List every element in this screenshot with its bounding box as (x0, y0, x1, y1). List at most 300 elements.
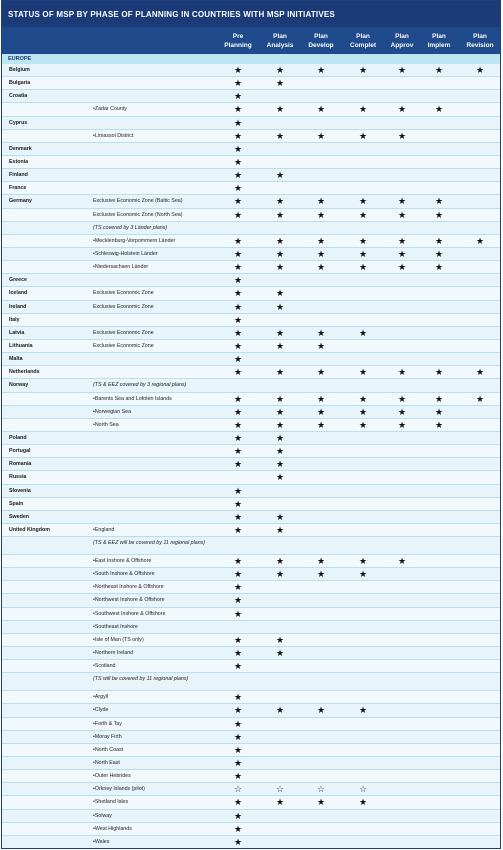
filled-star-icon: ★ (233, 406, 243, 417)
table-row (2, 524, 500, 537)
region-name: •Schleswig-Holstein Länder (93, 250, 158, 257)
column-header-6 (460, 32, 500, 50)
table-row (2, 691, 500, 704)
table-row (2, 718, 500, 731)
filled-star-icon: ★ (316, 340, 326, 351)
filled-star-icon: ★ (275, 235, 285, 246)
table-row (2, 783, 500, 796)
filled-star-icon: ★ (275, 634, 285, 645)
column-header-line1: Plan (273, 33, 287, 40)
column-header-line1: Plan (473, 33, 487, 40)
table-row (2, 222, 500, 235)
region-name: •Niedersachsen Länder (93, 264, 149, 271)
filled-star-icon: ★ (275, 432, 285, 443)
filled-star-icon: ★ (233, 718, 243, 729)
table-row (2, 77, 500, 90)
region-name: Exclusive Economic Zone (93, 303, 154, 310)
filled-star-icon: ★ (275, 130, 285, 141)
table-row (2, 143, 500, 156)
filled-star-icon: ★ (233, 744, 243, 755)
region-note: (TS & EEZ will be covered by 11 regional plans) (93, 540, 206, 547)
table-row (2, 287, 500, 300)
filled-star-icon: ★ (233, 823, 243, 834)
column-header-line2: Complet (350, 42, 376, 49)
filled-star-icon: ★ (275, 288, 285, 299)
table-row (2, 432, 500, 445)
table-row (2, 537, 500, 555)
region-note: (TS & EEZ covered by 3 regional plans) (93, 382, 187, 389)
filled-star-icon: ★ (475, 235, 485, 246)
table-row (2, 581, 500, 594)
outline-star-icon: ☆ (275, 784, 285, 795)
filled-star-icon: ★ (316, 235, 326, 246)
filled-star-icon: ★ (316, 104, 326, 115)
country-name: Portugal (9, 448, 31, 455)
region-name: •Limassol District (93, 132, 134, 139)
filled-star-icon: ★ (358, 419, 368, 430)
filled-star-icon: ★ (397, 262, 407, 273)
filled-star-icon: ★ (397, 235, 407, 246)
filled-star-icon: ★ (233, 262, 243, 273)
table-row (2, 634, 500, 647)
table-row (2, 261, 500, 274)
region-name: •Forth & Tay (93, 720, 122, 727)
region-name: •Norwegian Sea (93, 408, 132, 415)
filled-star-icon: ★ (233, 419, 243, 430)
filled-star-icon: ★ (233, 78, 243, 89)
table-row (2, 103, 500, 116)
country-name: Malta (9, 356, 23, 363)
filled-star-icon: ★ (275, 524, 285, 535)
column-header-0 (218, 32, 258, 50)
filled-star-icon: ★ (316, 327, 326, 338)
region-name: •Northeast Inshore & Offshore (93, 584, 164, 591)
filled-star-icon: ★ (275, 648, 285, 659)
filled-star-icon: ★ (358, 556, 368, 567)
country-name: Estonia (9, 158, 29, 165)
table-row (2, 555, 500, 568)
filled-star-icon: ★ (434, 196, 444, 207)
country-name: Ireland (9, 303, 27, 310)
filled-star-icon: ★ (233, 248, 243, 259)
filled-star-icon: ★ (316, 130, 326, 141)
filled-star-icon: ★ (233, 196, 243, 207)
filled-star-icon: ★ (316, 797, 326, 808)
column-header-line2: Planning (224, 42, 252, 49)
country-name: Netherlands (9, 369, 40, 376)
filled-star-icon: ★ (233, 608, 243, 619)
column-header-line1: Pre (232, 33, 244, 40)
filled-star-icon: ★ (434, 419, 444, 430)
filled-star-icon: ★ (316, 406, 326, 417)
column-header-line1: Plan (432, 33, 446, 40)
filled-star-icon: ★ (233, 582, 243, 593)
region-name: Exclusive Economic Zone (93, 290, 154, 297)
country-name: Lithuania (9, 342, 33, 349)
region-name: •Argyll (93, 694, 109, 701)
filled-star-icon: ★ (275, 340, 285, 351)
filled-star-icon: ★ (275, 327, 285, 338)
filled-star-icon: ★ (275, 459, 285, 470)
table-row (2, 647, 500, 660)
filled-star-icon: ★ (434, 406, 444, 417)
filled-star-icon: ★ (233, 156, 243, 167)
filled-star-icon: ★ (434, 367, 444, 378)
country-name: Italy (9, 316, 20, 323)
country-name: Slovenia (9, 487, 31, 494)
filled-star-icon: ★ (397, 393, 407, 404)
filled-star-icon: ★ (358, 569, 368, 580)
country-name: Iceland (9, 290, 28, 297)
filled-star-icon: ★ (316, 248, 326, 259)
filled-star-icon: ★ (275, 65, 285, 75)
table-row (2, 314, 500, 327)
table-row (2, 64, 500, 77)
filled-star-icon: ★ (275, 406, 285, 417)
column-header-line2: Implem (427, 42, 451, 49)
filled-star-icon: ★ (358, 209, 368, 220)
table-row (2, 498, 500, 511)
filled-star-icon: ★ (434, 65, 444, 75)
country-name: Belgium (9, 67, 30, 73)
region-name: •North East (93, 760, 120, 767)
filled-star-icon: ★ (233, 705, 243, 716)
filled-star-icon: ★ (397, 248, 407, 259)
filled-star-icon: ★ (475, 367, 485, 378)
country-name: France (9, 185, 27, 192)
country-name: Greece (9, 277, 27, 284)
section-europe: EUROPE (2, 54, 500, 64)
region-name: •North Sea (93, 421, 119, 428)
table-row (2, 195, 500, 208)
region-name: •West Highlands (93, 825, 132, 832)
filled-star-icon: ★ (233, 354, 243, 365)
table-row (2, 770, 500, 783)
column-header-line2: Develop (308, 42, 334, 49)
filled-star-icon: ★ (358, 406, 368, 417)
region-name: Exclusive Economic Zone (Baltic Sea) (93, 198, 183, 205)
table-row (2, 511, 500, 524)
table-row (2, 608, 500, 621)
country-name: Croatia (9, 93, 28, 100)
country-name: Finland (9, 172, 28, 179)
column-header-line2: Approv (390, 42, 414, 49)
table-row (2, 485, 500, 498)
filled-star-icon: ★ (434, 235, 444, 246)
filled-star-icon: ★ (233, 183, 243, 194)
filled-star-icon: ★ (358, 393, 368, 404)
country-name: Sweden (9, 513, 30, 520)
region-name: •North Coast (93, 746, 124, 753)
filled-star-icon: ★ (434, 262, 444, 273)
filled-star-icon: ★ (275, 705, 285, 716)
filled-star-icon: ★ (475, 393, 485, 404)
filled-star-icon: ★ (397, 196, 407, 207)
filled-star-icon: ★ (233, 810, 243, 821)
filled-star-icon: ★ (358, 104, 368, 115)
filled-star-icon: ★ (316, 556, 326, 567)
filled-star-icon: ★ (358, 327, 368, 338)
filled-star-icon: ★ (397, 406, 407, 417)
region-name: •Outer Hebrides (93, 773, 131, 780)
filled-star-icon: ★ (358, 367, 368, 378)
region-name: •Moray Firth (93, 733, 122, 740)
filled-star-icon: ★ (233, 393, 243, 404)
column-header-row (2, 27, 500, 54)
filled-star-icon: ★ (434, 104, 444, 115)
column-header-1 (260, 32, 300, 50)
region-name: •Southwest Inshore & Offshore (93, 610, 166, 617)
country-name: United Kingdom (9, 526, 50, 533)
filled-star-icon: ★ (316, 65, 326, 75)
column-header-4 (382, 32, 422, 50)
filled-star-icon: ★ (275, 556, 285, 567)
table-row (2, 209, 500, 222)
table-row (2, 274, 500, 287)
table-row (2, 340, 500, 353)
region-name: •Clyde (93, 707, 109, 714)
filled-star-icon: ★ (233, 446, 243, 457)
filled-star-icon: ★ (434, 393, 444, 404)
filled-star-icon: ★ (275, 367, 285, 378)
region-name: •Isle of Man (TS only) (93, 636, 144, 643)
table-row (2, 744, 500, 757)
filled-star-icon: ★ (275, 511, 285, 522)
filled-star-icon: ★ (316, 262, 326, 273)
filled-star-icon: ★ (233, 771, 243, 782)
filled-star-icon: ★ (233, 170, 243, 181)
table-row (2, 471, 500, 484)
filled-star-icon: ★ (233, 314, 243, 325)
column-header-3 (343, 32, 383, 50)
table-row (2, 660, 500, 673)
table-row (2, 621, 500, 634)
filled-star-icon: ★ (275, 78, 285, 89)
filled-star-icon: ★ (475, 65, 485, 75)
outline-star-icon: ☆ (233, 784, 243, 795)
table-row (2, 810, 500, 823)
filled-star-icon: ★ (233, 758, 243, 769)
table-row (2, 796, 500, 809)
filled-star-icon: ★ (233, 692, 243, 703)
region-name: •Southeast Inshore (93, 623, 138, 630)
filled-star-icon: ★ (233, 634, 243, 645)
country-name: Denmark (9, 145, 32, 152)
filled-star-icon: ★ (275, 393, 285, 404)
filled-star-icon: ★ (397, 556, 407, 567)
region-name: •Scotland (93, 663, 116, 670)
filled-star-icon: ★ (233, 836, 243, 847)
filled-star-icon: ★ (397, 209, 407, 220)
filled-star-icon: ★ (358, 235, 368, 246)
filled-star-icon: ★ (275, 262, 285, 273)
filled-star-icon: ★ (316, 209, 326, 220)
table-body (2, 64, 500, 849)
filled-star-icon: ★ (275, 419, 285, 430)
filled-star-icon: ★ (358, 248, 368, 259)
region-name: •Barents Sea and Lofoten Islands (93, 395, 172, 402)
table-row (2, 301, 500, 314)
country-name: Russia (9, 474, 27, 481)
table-row (2, 458, 500, 471)
filled-star-icon: ★ (233, 117, 243, 128)
table-row (2, 568, 500, 581)
filled-star-icon: ★ (275, 446, 285, 457)
region-note: (TS covered by 3 Länder plans) (93, 224, 168, 231)
region-name: •Zadar County (93, 106, 127, 113)
filled-star-icon: ★ (275, 209, 285, 220)
filled-star-icon: ★ (397, 104, 407, 115)
filled-star-icon: ★ (316, 569, 326, 580)
filled-star-icon: ★ (316, 393, 326, 404)
filled-star-icon: ★ (233, 459, 243, 470)
region-name: •Solway (93, 812, 112, 819)
column-header-line1: Plan (356, 33, 370, 40)
filled-star-icon: ★ (233, 511, 243, 522)
filled-star-icon: ★ (233, 485, 243, 496)
region-name: •Mecklenburg-Vorpommern Länder (93, 237, 176, 244)
region-name: •Northwest Inshore & Offshore (93, 597, 165, 604)
filled-star-icon: ★ (233, 432, 243, 443)
filled-star-icon: ★ (397, 367, 407, 378)
filled-star-icon: ★ (275, 104, 285, 115)
table-row (2, 379, 500, 392)
country-name: Poland (9, 434, 27, 441)
filled-star-icon: ★ (275, 797, 285, 808)
outline-star-icon: ☆ (316, 784, 326, 795)
outline-star-icon: ☆ (358, 784, 368, 795)
table-row (2, 117, 500, 130)
table-row (2, 836, 500, 849)
filled-star-icon: ★ (233, 288, 243, 299)
filled-star-icon: ★ (275, 196, 285, 207)
region-name: •East Inshore & Offshore (93, 558, 152, 565)
filled-star-icon: ★ (397, 130, 407, 141)
filled-star-icon: ★ (358, 196, 368, 207)
table-row (2, 156, 500, 169)
region-name: •Wales (93, 838, 110, 845)
filled-star-icon: ★ (233, 661, 243, 672)
filled-star-icon: ★ (233, 731, 243, 742)
table-row (2, 445, 500, 458)
region-name: •Shetland Isles (93, 799, 129, 806)
filled-star-icon: ★ (233, 797, 243, 808)
table-row (2, 235, 500, 248)
filled-star-icon: ★ (233, 209, 243, 220)
filled-star-icon: ★ (233, 556, 243, 567)
filled-star-icon: ★ (434, 248, 444, 259)
table-row (2, 731, 500, 744)
table-row (2, 704, 500, 717)
filled-star-icon: ★ (233, 104, 243, 115)
filled-star-icon: ★ (316, 419, 326, 430)
filled-star-icon: ★ (275, 569, 285, 580)
country-name: Norway (9, 382, 29, 389)
filled-star-icon: ★ (275, 301, 285, 312)
table-row (2, 130, 500, 143)
filled-star-icon: ★ (233, 65, 243, 75)
filled-star-icon: ★ (316, 196, 326, 207)
table-title-text: STATUS OF MSP BY PHASE OF PLANNING IN COUNTRIES WITH MSP INITIATIVES (8, 9, 335, 19)
region-name: •Northern Ireland (93, 650, 134, 657)
region-name: •Orkney Islands (pilot) (93, 786, 145, 793)
region-name: •England (93, 526, 115, 533)
filled-star-icon: ★ (358, 705, 368, 716)
filled-star-icon: ★ (233, 595, 243, 606)
table-row (2, 327, 500, 340)
filled-star-icon: ★ (233, 498, 243, 509)
filled-star-icon: ★ (397, 419, 407, 430)
table-row (2, 169, 500, 182)
filled-star-icon: ★ (233, 524, 243, 535)
table-row (2, 673, 500, 691)
country-name: Spain (9, 500, 24, 507)
filled-star-icon: ★ (358, 130, 368, 141)
filled-star-icon: ★ (233, 327, 243, 338)
table-row (2, 393, 500, 406)
filled-star-icon: ★ (233, 130, 243, 141)
msp-status-table (1, 0, 501, 849)
filled-star-icon: ★ (233, 235, 243, 246)
table-row (2, 248, 500, 261)
filled-star-icon: ★ (275, 248, 285, 259)
table-row (2, 419, 500, 432)
column-header-2 (301, 32, 341, 50)
filled-star-icon: ★ (275, 170, 285, 181)
table-title (2, 1, 500, 27)
column-header-line2: Analysis (266, 42, 294, 49)
table-row (2, 366, 500, 379)
country-name: Bulgaria (9, 80, 31, 87)
region-note: (TS will be covered by 11 regional plans) (93, 676, 189, 683)
column-header-line2: Revision (466, 42, 494, 49)
filled-star-icon: ★ (316, 367, 326, 378)
filled-star-icon: ★ (275, 472, 285, 483)
filled-star-icon: ★ (233, 91, 243, 102)
filled-star-icon: ★ (233, 301, 243, 312)
country-name: Cyprus (9, 119, 28, 126)
country-name: Latvia (9, 329, 25, 336)
table-row (2, 757, 500, 770)
column-header-line1: Plan (395, 33, 409, 40)
column-header-5 (419, 32, 459, 50)
region-name: Exclusive Economic Zone (93, 329, 154, 336)
region-name: Exclusive Economic Zone (93, 342, 154, 349)
filled-star-icon: ★ (397, 65, 407, 75)
region-name: Exclusive Economic Zone (North Sea) (93, 211, 183, 218)
table-row (2, 182, 500, 195)
table-row (2, 823, 500, 836)
column-header-line1: Plan (314, 33, 328, 40)
country-name: Romania (9, 461, 32, 468)
filled-star-icon: ★ (358, 65, 368, 75)
filled-star-icon: ★ (316, 705, 326, 716)
filled-star-icon: ★ (233, 340, 243, 351)
table-row (2, 353, 500, 366)
country-name: Germany (9, 198, 32, 205)
filled-star-icon: ★ (233, 367, 243, 378)
filled-star-icon: ★ (358, 262, 368, 273)
filled-star-icon: ★ (434, 209, 444, 220)
table-row (2, 594, 500, 607)
filled-star-icon: ★ (358, 797, 368, 808)
filled-star-icon: ★ (233, 569, 243, 580)
table-row (2, 406, 500, 419)
filled-star-icon: ★ (233, 275, 243, 286)
table-row (2, 90, 500, 103)
filled-star-icon: ★ (233, 143, 243, 154)
region-name: •South Inshore & Offshore (93, 571, 155, 578)
